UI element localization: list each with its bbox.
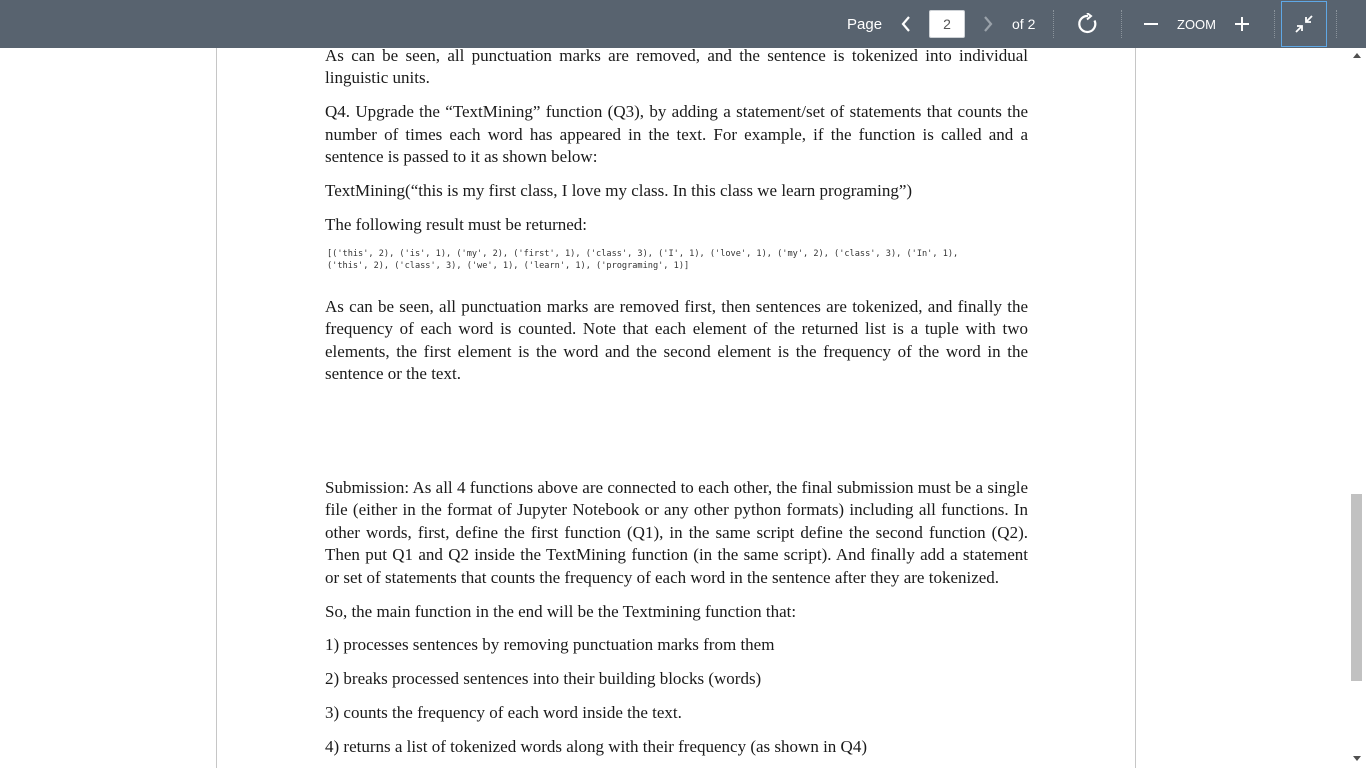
minus-icon <box>1143 16 1159 32</box>
zoom-out-button[interactable] <box>1141 0 1161 48</box>
rotate-icon <box>1077 13 1099 35</box>
example-call: TextMining(“this is my first class, I love my class. In this class we learn programing”) <box>325 181 913 201</box>
spacer <box>325 397 1028 477</box>
code-output <box>327 248 1028 273</box>
chevron-right-icon <box>982 15 994 33</box>
toolbar-divider <box>1336 10 1337 38</box>
paragraph: As can be seen, all punctuation marks are removed, and the sentence is tokenized into individual linguistic units. <box>325 48 1028 88</box>
toolbar-divider <box>1053 10 1054 38</box>
paragraph: The following result must be returned: <box>325 214 588 234</box>
scroll-up-arrow-icon[interactable] <box>1353 53 1361 58</box>
zoom-label: ZOOM <box>1177 16 1216 32</box>
viewer-toolbar <box>0 0 1366 48</box>
exit-fullscreen-button[interactable] <box>1281 1 1327 47</box>
question-q4: Q4. Upgrade the “TextMining” function (Q3), by adding a statement/set of statements that counts the number of times each word has appeared in the text. For example, if the function is called and a sentence is passed to it as shown below: <box>325 102 1028 167</box>
page-number-input[interactable] <box>929 10 965 38</box>
document-page <box>216 48 1136 768</box>
scroll-down-arrow-icon[interactable] <box>1353 756 1361 761</box>
vertical-scrollbar[interactable] <box>1348 48 1366 768</box>
document-viewer <box>0 48 1366 768</box>
list-item: 1) processes sentences by removing punctuation marks from them <box>325 635 775 655</box>
chevron-left-icon <box>900 15 912 33</box>
zoom-in-button[interactable] <box>1232 0 1252 48</box>
list-item: 4) returns a list of tokenized words along with their frequency (as shown in Q4) <box>325 737 867 757</box>
page-count-label: of 2 <box>1012 16 1036 32</box>
code-line: [('this', 2), ('is', 1), ('my', 2), ('first', 1), ('class', 3), ('I', 1), ('love', 1), ('my', 2), ('class', 3), ('In', 1), <box>327 248 959 259</box>
toolbar-divider <box>1274 10 1275 38</box>
rotate-button[interactable] <box>1074 0 1102 48</box>
paragraph: So, the main function in the end will be the Textmining function that: <box>325 601 797 621</box>
list-item: 2) breaks processed sentences into their building blocks (words) <box>325 669 762 689</box>
page-content <box>325 48 1028 768</box>
scrollbar-thumb[interactable] <box>1351 494 1362 681</box>
submission-paragraph: Submission: As all 4 functions above are connected to each other, the final submission must be a single file (either in the format of Jupyter Notebook or any other python formats) including all functions. In other words, first, define the first function (Q1), in the same script define the second function (Q2). Then put Q1 and Q2 inside the TextMining function (in the same script). And finally add a statement or set of statements that counts the frequency of each word in the sentence after they are tokenized. <box>325 477 1028 587</box>
plus-icon <box>1234 16 1250 32</box>
toolbar-divider <box>1121 10 1122 38</box>
code-line: ('this', 2), ('class', 3), ('we', 1), ('learn', 1), ('programing', 1)] <box>327 261 690 272</box>
paragraph: As can be seen, all punctuation marks are removed first, then sentences are tokenized, and finally the frequency of each word is counted. Note that each element of the returned list is a tuple with two elements, the first element is the word and the second element is the frequency of the word in the sentence or the text. <box>325 296 1028 384</box>
page-label: Page <box>847 15 883 33</box>
exit-fullscreen-icon <box>1294 14 1314 34</box>
next-page-button[interactable] <box>978 0 998 48</box>
previous-page-button[interactable] <box>896 0 916 48</box>
list-item: 3) counts the frequency of each word inside the text. <box>325 703 682 723</box>
